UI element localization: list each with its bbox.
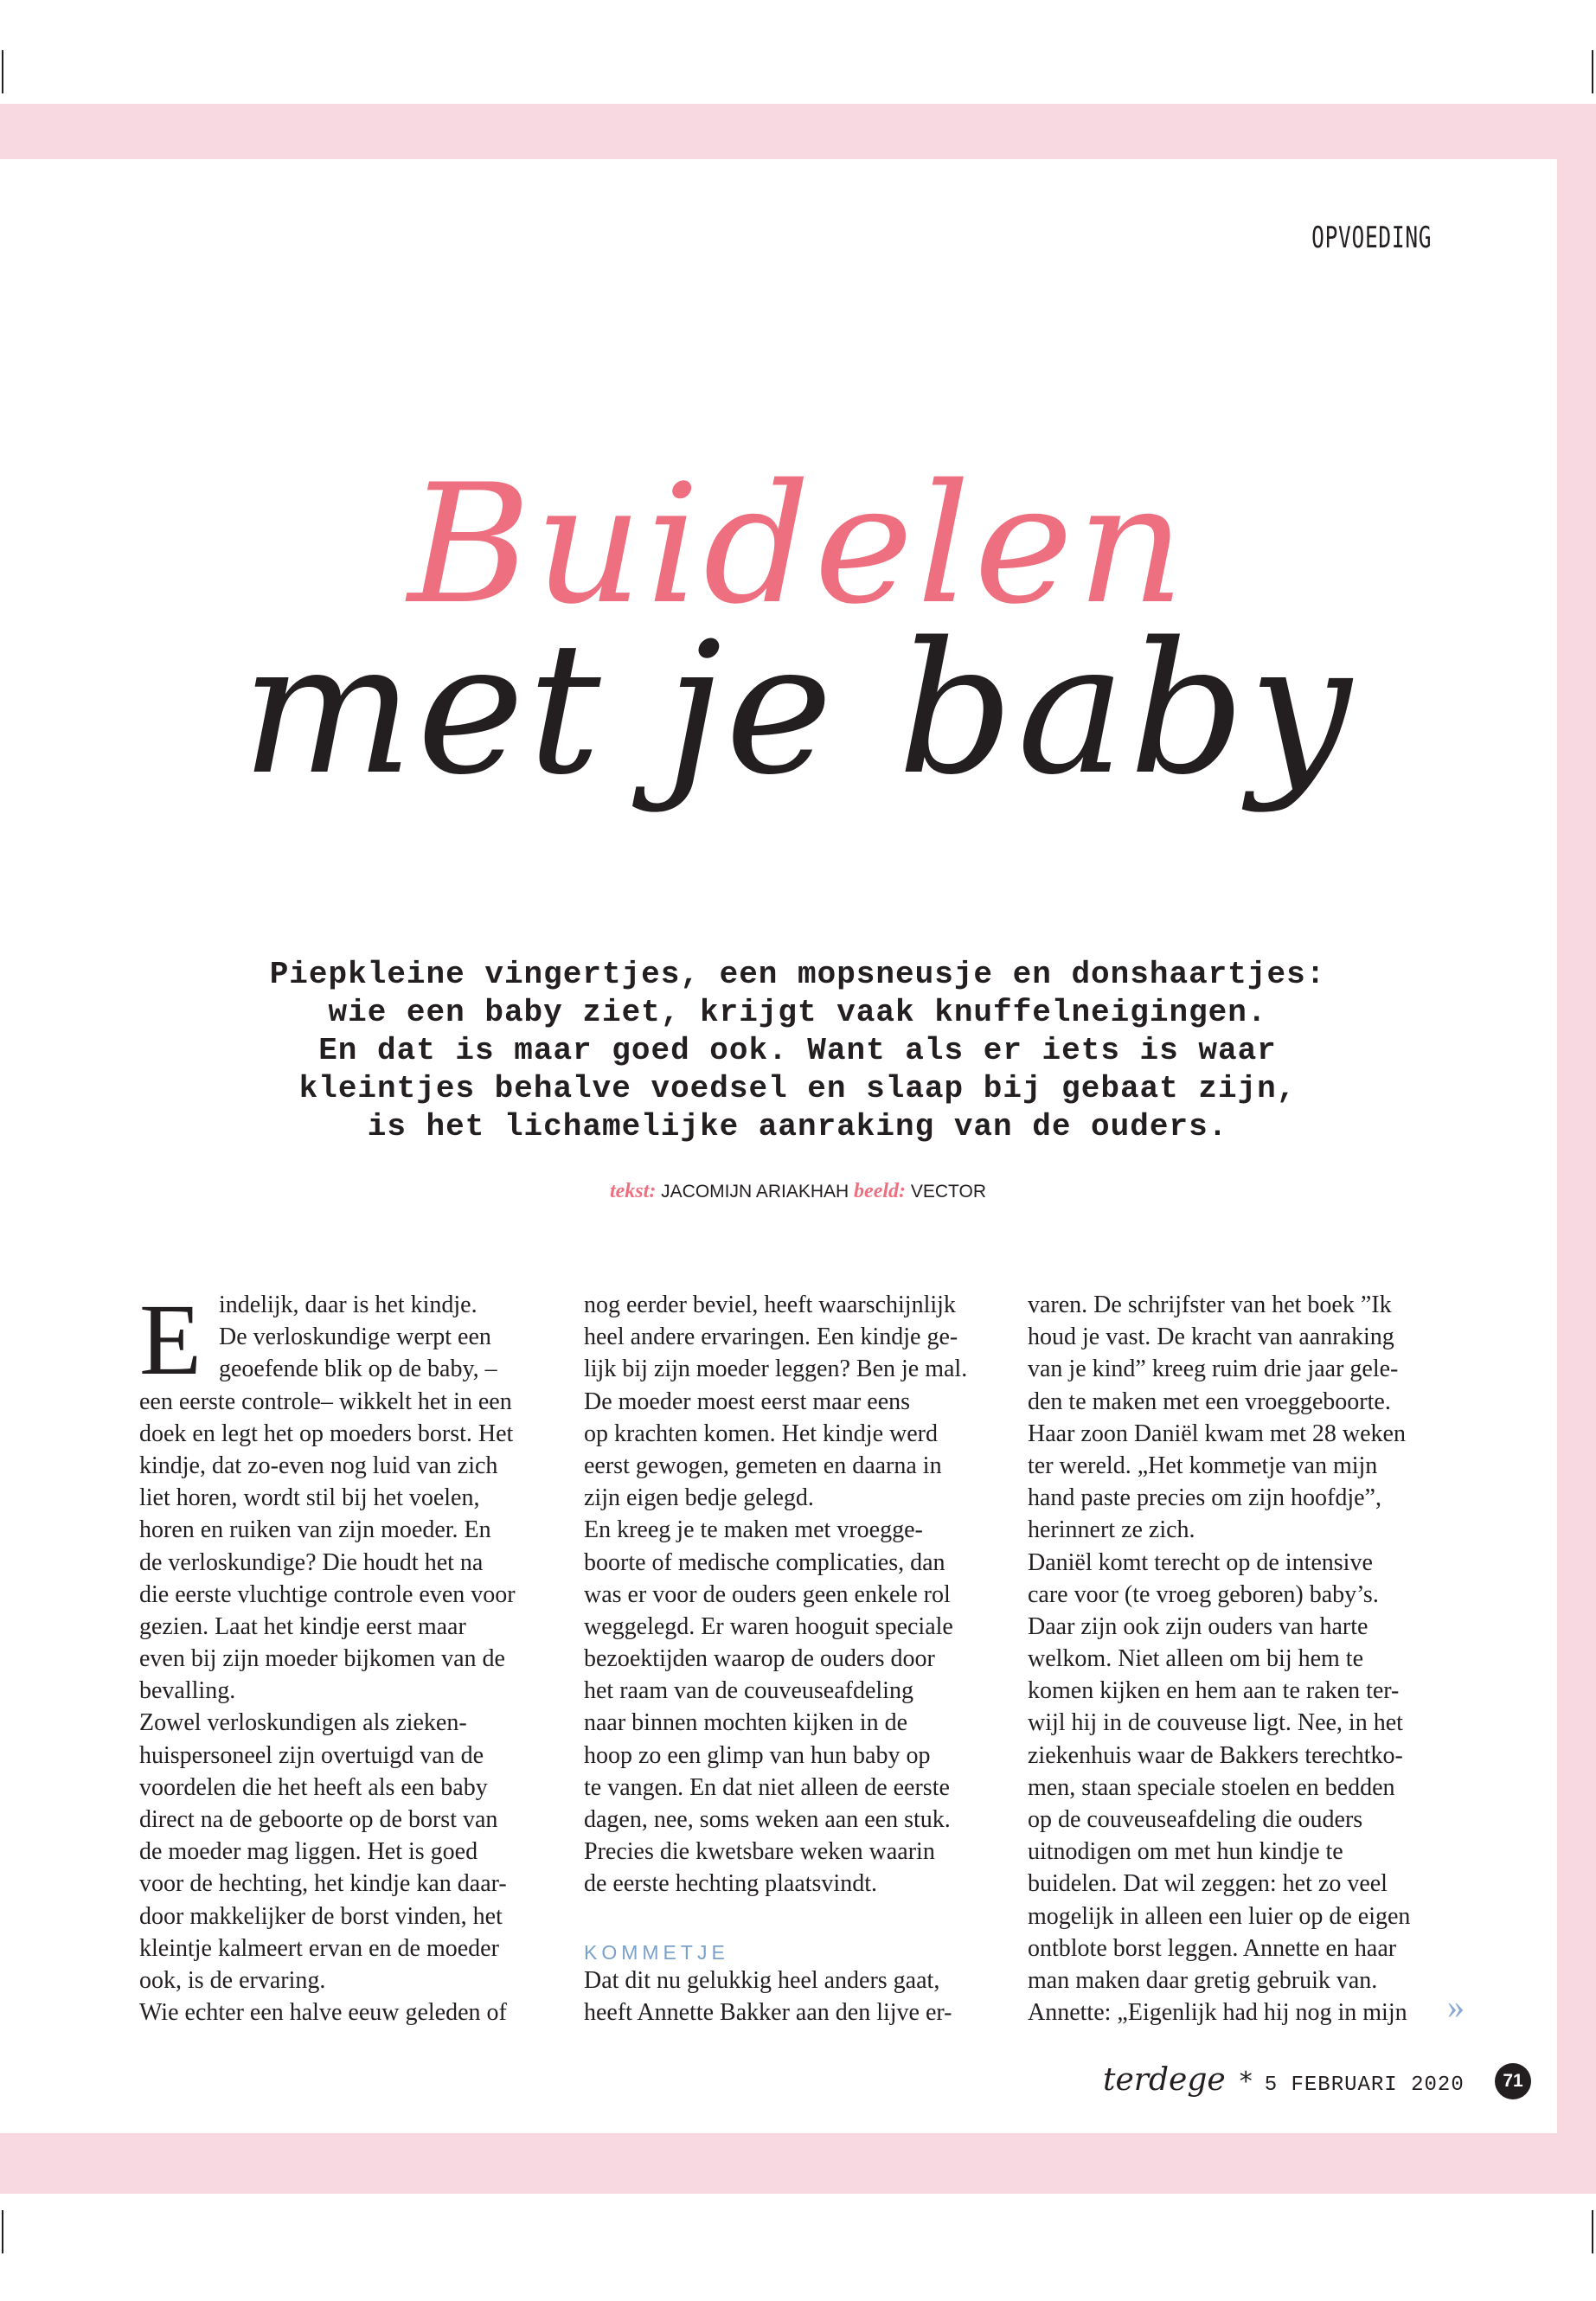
column-spacer bbox=[584, 1900, 984, 1932]
body-line: ziekenhuis waar de Bakkers terechtko- bbox=[1028, 1741, 1403, 1769]
body-line: nog eerder beviel, heeft waarschijnlijk bbox=[584, 1292, 956, 1318]
continue-arrow-icon: » bbox=[1447, 1987, 1465, 2026]
body-line: liet horen, wordt stil bij het voelen, bbox=[139, 1484, 480, 1512]
body-column-3 bbox=[1028, 1289, 1427, 2029]
body-line: boorte of medische complicaties, dan bbox=[584, 1548, 945, 1576]
body-line: een eerste controle– wikkelt het in een bbox=[139, 1388, 512, 1415]
body-line: De verloskundige werpt een bbox=[219, 1324, 491, 1351]
intro-line: En dat is maar goed ook. Want als er iets is waar bbox=[318, 1033, 1277, 1068]
intro-line: kleintjes behalve voedsel en slaap bij gebaat zijn, bbox=[298, 1071, 1297, 1106]
body-line: man maken daar gretig gebruik van. bbox=[1028, 1966, 1378, 1994]
body-line: Daar zijn ook zijn ouders van harte bbox=[1028, 1612, 1368, 1640]
body-line: hoop zo een glimp van hun baby op bbox=[584, 1741, 931, 1769]
body-line: bevalling. bbox=[139, 1677, 236, 1705]
body-line: ter wereld. „Het kommetje van mijn bbox=[1028, 1452, 1378, 1479]
body-line: gezien. Laat het kindje eerst maar bbox=[139, 1612, 466, 1640]
body-line: dagen, nee, soms weken aan een stuk. bbox=[584, 1806, 951, 1833]
body-line: En kreeg je te maken met vroegge- bbox=[584, 1516, 923, 1544]
body-line: was er voor de ouders geen enkele rol bbox=[584, 1580, 951, 1608]
credit-text-label: tekst: bbox=[609, 1180, 657, 1202]
body-line: herinnert ze zich. bbox=[1028, 1516, 1195, 1544]
body-line: De moeder moest eerst maar eens bbox=[584, 1388, 911, 1415]
body-line: heeft Annette Bakker aan den lijve er- bbox=[584, 1999, 952, 2027]
body-line: even bij zijn moeder bijkomen van de bbox=[139, 1645, 505, 1673]
frame-top bbox=[0, 104, 1596, 159]
intro-line: wie een baby ziet, krijgt vaak knuffelneigingen. bbox=[328, 995, 1267, 1030]
body-column-1 bbox=[139, 1283, 539, 2029]
body-line: doek en legt het op moeders borst. Het bbox=[139, 1420, 514, 1447]
crop-mark-bottom-right bbox=[1592, 2210, 1593, 2253]
body-line: de eerste hechting plaatsvindt. bbox=[584, 1870, 877, 1898]
magazine-logo: terdege bbox=[1103, 2062, 1226, 2098]
issue-date: 5 FEBRUARI 2020 bbox=[1264, 2073, 1465, 2097]
body-line: Dat dit nu gelukkig heel anders gaat, bbox=[584, 1966, 940, 1994]
body-line: men, staan speciale stoelen en bedden bbox=[1028, 1773, 1395, 1801]
body-line: ontblote borst leggen. Annette en haar bbox=[1028, 1934, 1397, 1962]
subheading: KOMMETJE bbox=[584, 1940, 729, 1964]
section-category: OPVOEDING bbox=[1311, 221, 1432, 255]
body-line: uitnodigen om met hun kindje te bbox=[1028, 1838, 1343, 1866]
body-line: geoefende blik op de baby, – bbox=[219, 1356, 497, 1383]
body-line: mogelijk in alleen een luier op de eigen bbox=[1028, 1902, 1411, 1930]
page-number: 71 bbox=[1495, 2063, 1531, 2099]
body-line: op krachten komen. Het kindje werd bbox=[584, 1420, 938, 1447]
body-line: bezoektijden waarop de ouders door bbox=[584, 1645, 935, 1673]
body-line: lijk bij zijn moeder leggen? Ben je mal. bbox=[584, 1356, 968, 1383]
body-line: care voor (te vroeg geboren) baby’s. bbox=[1028, 1580, 1379, 1608]
body-line: buidelen. Dat wil zeggen: het zo veel bbox=[1028, 1870, 1388, 1898]
body-line: huispersoneel zijn overtuigd van de bbox=[139, 1741, 484, 1769]
body-line: te vangen. En dat niet alleen de eerste bbox=[584, 1773, 950, 1801]
body-line: direct na de geboorte op de borst van bbox=[139, 1806, 498, 1833]
body-line: voordelen die het heeft als een baby bbox=[139, 1773, 488, 1801]
body-line: horen en ruiken van zijn moeder. En bbox=[139, 1516, 491, 1544]
body-line: welkom. Niet alleen om bij hem te bbox=[1028, 1645, 1364, 1673]
body-line: zijn eigen bedje gelegd. bbox=[584, 1484, 814, 1512]
body-line: Daniël komt terecht op de intensive bbox=[1028, 1548, 1373, 1576]
body-line: kleintje kalmeert ervan en de moeder bbox=[139, 1934, 499, 1962]
body-line: hand paste precies om zijn hoofdje”, bbox=[1028, 1484, 1381, 1512]
body-line: die eerste vluchtige controle even voor bbox=[139, 1580, 516, 1608]
drop-cap: E bbox=[139, 1283, 202, 1396]
separator-icon: * bbox=[1239, 2067, 1253, 2097]
body-column-2 bbox=[584, 1289, 984, 2029]
crop-mark-top-left bbox=[2, 50, 3, 93]
body-line: Haar zoon Daniël kwam met 28 weken bbox=[1028, 1420, 1406, 1447]
body-line: varen. De schrijfster van het boek ”Ik bbox=[1028, 1292, 1392, 1318]
credit-author: JACOMIJN ARIAKHAH bbox=[661, 1182, 849, 1202]
body-line: van je kind” kreeg ruim drie jaar gele- bbox=[1028, 1356, 1399, 1383]
body-line: komen kijken en hem aan te raken ter- bbox=[1028, 1677, 1400, 1705]
body-line: den te maken met een vroeggeboorte. bbox=[1028, 1388, 1391, 1415]
body-line: wijl hij in de couveuse ligt. Nee, in het bbox=[1028, 1709, 1403, 1737]
body-line: houd je vast. De kracht van aanraking bbox=[1028, 1324, 1394, 1351]
body-line: voor de hechting, het kindje kan daar- bbox=[139, 1870, 507, 1898]
body-line: ook, is de ervaring. bbox=[139, 1966, 326, 1994]
body-line: Zowel verloskundigen als zieken- bbox=[139, 1709, 467, 1737]
body-line: de verloskundige? Die houdt het na bbox=[139, 1548, 484, 1576]
body-line: weggelegd. Er waren hooguit speciale bbox=[584, 1612, 953, 1640]
frame-right bbox=[1557, 104, 1596, 2194]
crop-mark-top-right bbox=[1592, 50, 1593, 93]
crop-mark-bottom-left bbox=[2, 2210, 3, 2253]
intro-line: is het lichamelijke aanraking van de ouders. bbox=[367, 1109, 1228, 1144]
headline-line-2: met je baby bbox=[240, 603, 1356, 815]
body-line: Precies die kwetsbare weken waarin bbox=[584, 1838, 935, 1866]
body-line: het raam van de couveuseafdeling bbox=[584, 1677, 913, 1705]
body-line: indelijk, daar is het kindje. bbox=[219, 1292, 478, 1318]
headline-line-1: Buidelen bbox=[407, 449, 1189, 640]
body-line: heel andere ervaringen. Een kindje ge- bbox=[584, 1324, 958, 1351]
body-line: op de couveuseafdeling die ouders bbox=[1028, 1806, 1363, 1833]
credit-image-label: beeld: bbox=[854, 1180, 907, 1202]
intro-line: Piepkleine vingertjes, een mopsneusje en donshaartjes: bbox=[269, 957, 1326, 992]
body-line: Wie echter een halve eeuw geleden of bbox=[139, 1999, 507, 2027]
body-line: Annette: „Eigenlijk had hij nog in mijn bbox=[1028, 1999, 1407, 2027]
intro-paragraph bbox=[192, 956, 1403, 1146]
credits-line bbox=[0, 1180, 1596, 1203]
page-footer bbox=[1103, 2061, 1465, 2099]
credit-image-source: VECTOR bbox=[910, 1182, 986, 1202]
body-line: kindje, dat zo-even nog luid van zich bbox=[139, 1452, 498, 1479]
body-line: door makkelijker de borst vinden, het bbox=[139, 1902, 503, 1930]
body-line: de moeder mag liggen. Het is goed bbox=[139, 1838, 478, 1866]
body-line: naar binnen mochten kijken in de bbox=[584, 1709, 907, 1737]
body-line: eerst gewogen, gemeten en daarna in bbox=[584, 1452, 942, 1479]
frame-bottom bbox=[0, 2133, 1596, 2194]
